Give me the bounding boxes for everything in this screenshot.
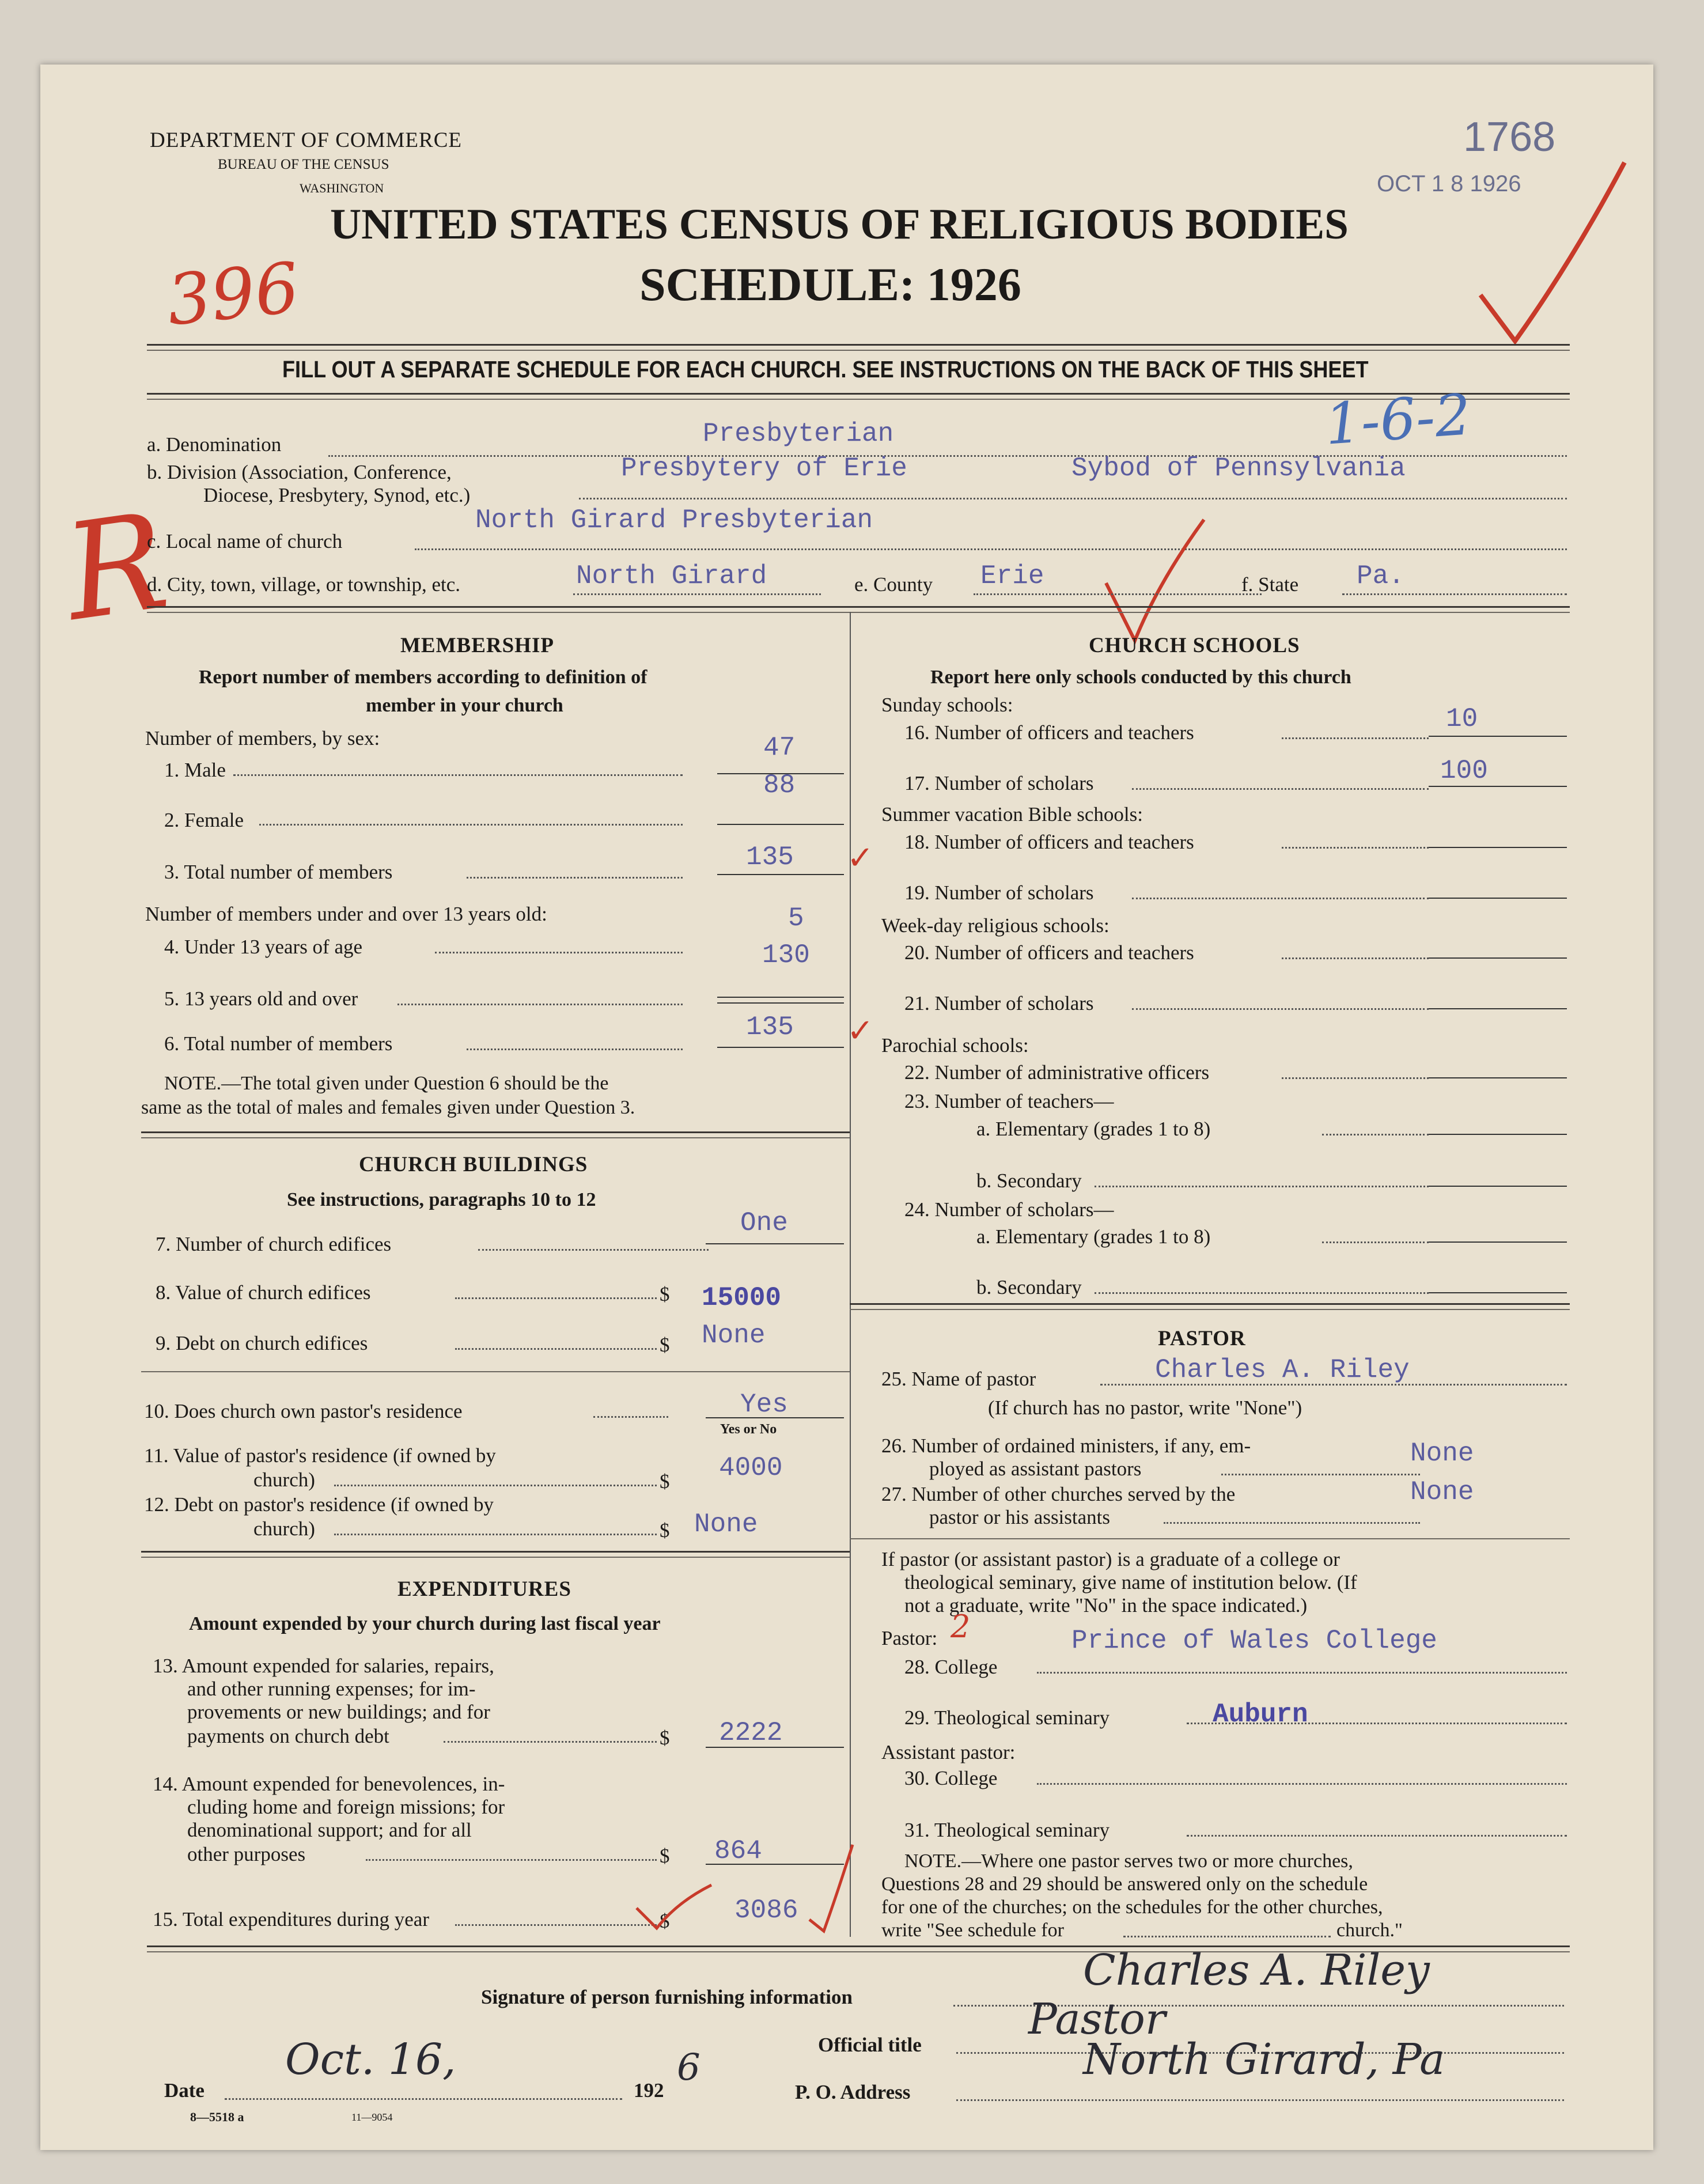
q8-value-label: 8. Value of church edifices [156,1281,371,1304]
q8-dollar-sign: $ [660,1283,670,1305]
date-label: Date [164,2079,205,2102]
q12-dollar-sign: $ [660,1519,670,1542]
q7-edifices-label: 7. Number of church edifices [156,1233,392,1255]
membership-subtitle-1: Report number of members according to definition of [199,667,647,688]
red-tick-q6: ✓ [847,1013,874,1049]
city-value[interactable]: North Girard [576,561,767,591]
q14-label-line3: denominational support; and for all [187,1819,472,1841]
q9-dollar-sign: $ [660,1334,670,1356]
q24a-label: a. Elementary (grades 1 to 8) [976,1225,1211,1248]
stamp-date: OCT 1 8 1926 [1377,171,1521,196]
bureau-heading: BUREAU OF THE CENSUS [218,157,389,172]
q7-edifices-value[interactable]: One [740,1208,788,1238]
q2-female-label: 2. Female [164,809,244,831]
q28-label: 28. College [904,1656,998,1678]
q6-total-value[interactable]: 135 [746,1012,794,1042]
q25-pastor-name-value[interactable]: Charles A. Riley [1155,1355,1410,1385]
q1-male-value[interactable]: 47 [763,733,796,763]
q27-value[interactable]: None [1410,1477,1474,1507]
county-value[interactable]: Erie [980,561,1044,591]
membership-note-2: same as the total of males and females given under Question 3. [141,1097,635,1118]
instruction-banner: FILL OUT A SEPARATE SCHEDULE FOR EACH CHURCH. SEE INSTRUCTIONS ON THE BACK OF THIS SHEET [282,356,1369,383]
buildings-subtitle: See instructions, paragraphs 10 to 12 [287,1189,596,1210]
q26-label-line1: 26. Number of ordained ministers, if any, em- [881,1434,1251,1457]
pastor-heading: PASTOR [1158,1327,1246,1350]
date-year-prefix: 192 [634,2079,664,2102]
q28-college-value[interactable]: Prince of Wales College [1071,1626,1437,1656]
q13-dollar-sign: $ [660,1727,670,1749]
local-name-label: c. Local name of church [147,530,343,552]
q6-total-label: 6. Total number of members [164,1032,393,1055]
q4-under13-value[interactable]: 5 [788,903,804,933]
q11-dollar-sign: $ [660,1470,670,1493]
graduate-instructions-1: If pastor (or assistant pastor) is a graduate of a college or [881,1548,1340,1570]
q14-label-line1: 14. Amount expended for benevolences, in- [153,1773,505,1795]
form-number: 8—5518 a [190,2110,244,2124]
q29-seminary-value[interactable]: Auburn [1213,1699,1308,1729]
q13-label-line4: payments on church debt [187,1725,389,1747]
q2-female-value[interactable]: 88 [763,770,796,800]
q13-amount-value[interactable]: 2222 [719,1718,783,1748]
yes-or-no-caption: Yes or No [720,1422,777,1437]
q17-label: 17. Number of scholars [904,772,1094,794]
q31-label: 31. Theological seminary [904,1819,1110,1841]
q15-total-value[interactable]: 3086 [734,1895,798,1925]
membership-heading: MEMBERSHIP [400,634,554,657]
division-label-line1: b. Division (Association, Conference, [147,461,452,483]
schedule-title: SCHEDULE: 1926 [639,258,1021,311]
q23a-label: a. Elementary (grades 1 to 8) [976,1118,1211,1140]
handwritten-number-396: 396 [163,248,303,342]
membership-subtitle-2: member in your church [366,695,563,716]
state-value[interactable]: Pa. [1357,561,1404,591]
q25-label: 25. Name of pastor [881,1368,1036,1390]
q10-residence-value[interactable]: Yes [740,1390,788,1420]
q27-label-line1: 27. Number of other churches served by the [881,1483,1236,1505]
parochial-schools-label: Parochial schools: [881,1034,1029,1057]
division-value-presbytery[interactable]: Presbytery of Erie [621,453,907,483]
q9-debt-label: 9. Debt on church edifices [156,1332,368,1354]
q8-value-value[interactable]: 15000 [702,1283,782,1313]
pastor-subheading: Pastor: [881,1627,938,1649]
q13-label-line2: and other running expenses; for im- [187,1678,476,1700]
handwritten-r-mark: R [56,485,176,651]
q12-debt-label-line2: church) [253,1517,315,1540]
graduate-instructions-3: not a graduate, write "No" in the space indicated.) [904,1594,1308,1617]
q24-label: 24. Number of scholars— [904,1198,1114,1221]
q24b-label: b. Secondary [976,1276,1082,1299]
assistant-pastor-subheading: Assistant pastor: [881,1741,1016,1763]
q10-residence-label: 10. Does church own pastor's residence [144,1400,463,1422]
department-heading: DEPARTMENT OF COMMERCE [150,128,462,152]
q12-debt-label-line1: 12. Debt on pastor's residence (if owned by [144,1493,494,1516]
county-label: e. County [854,573,933,596]
q23b-label: b. Secondary [976,1169,1082,1192]
q15-dollar-sign: $ [660,1910,670,1932]
date-value[interactable]: Oct. 16, [285,2035,456,2084]
denomination-value[interactable]: Presbyterian [703,419,894,449]
q22-label: 22. Number of administrative officers [904,1061,1210,1084]
q11-value-label-line1: 11. Value of pastor's residence (if owned by [144,1444,496,1467]
q5-over13-value[interactable]: 130 [762,940,810,970]
schools-subtitle: Report here only schools conducted by this church [930,667,1351,688]
q1-male-label: 1. Male [164,759,226,781]
census-schedule-sheet [40,65,1653,2150]
expenditures-subtitle: Amount expended by your church during last fiscal year [189,1613,661,1634]
q15-total-label: 15. Total expenditures during year [153,1908,429,1931]
form-title: UNITED STATES CENSUS OF RELIGIOUS BODIES [330,200,1349,248]
pastor-note-4: write "See schedule for [881,1920,1064,1941]
q17-value[interactable]: 100 [1440,756,1488,786]
q3-total-label: 3. Total number of members [164,861,393,883]
buildings-heading: CHURCH BUILDINGS [359,1153,588,1176]
state-label: f. State [1241,573,1299,596]
weekday-schools-label: Week-day religious schools: [881,914,1110,937]
q21-label: 21. Number of scholars [904,992,1094,1015]
pastor-note-1: NOTE.—Where one pastor serves two or more churches, [904,1850,1353,1872]
q18-label: 18. Number of officers and teachers [904,831,1194,853]
city-label: d. City, town, village, or township, etc. [147,573,461,596]
official-title-label: Official title [818,2034,922,2056]
q4-under13-label: 4. Under 13 years of age [164,936,363,958]
q5-over13-label: 5. 13 years old and over [164,987,358,1010]
members-by-sex-label: Number of members, by sex: [145,727,380,750]
print-number: 11—9054 [351,2111,393,2123]
summer-schools-label: Summer vacation Bible schools: [881,803,1143,826]
signature-label: Signature of person furnishing information [481,1986,853,2008]
city-heading: WASHINGTON [300,181,384,195]
official-title-value[interactable]: Pastor [1028,1994,1166,2044]
q29-label: 29. Theological seminary [904,1706,1110,1729]
q20-label: 20. Number of officers and teachers [904,941,1194,964]
division-value-synod[interactable]: Sybod of Pennsylvania [1071,453,1406,483]
red-check-mark-top [1469,151,1630,370]
red-tick-q3: ✓ [847,841,874,876]
q11-value-label-line2: church) [253,1468,315,1491]
q14-amount-value[interactable]: 864 [714,1836,762,1866]
q14-label-line2: cluding home and foreign missions; for [187,1796,505,1818]
q3-total-value[interactable]: 135 [746,842,794,872]
membership-note-1: NOTE.—The total given under Question 6 should be the [164,1073,609,1094]
stamp-number: 1768 [1463,114,1556,160]
red-check-marks-expenditures [625,1839,855,1943]
sunday-schools-label: Sunday schools: [881,694,1013,716]
handwritten-code: 1-6-2 [1323,382,1473,458]
members-by-age-label: Number of members under and over 13 years old: [145,903,547,925]
q25-note: (If church has no pastor, write "None") [988,1396,1302,1419]
division-label-line2: Diocese, Presbytery, Synod, etc.) [203,484,471,506]
q9-debt-value[interactable]: None [702,1320,766,1350]
q26-label-line2: ployed as assistant pastors [929,1458,1142,1480]
red-mark-pastor: 2 [951,1608,971,1645]
signature-value[interactable]: Charles A. Riley [1083,1945,1430,1995]
q23-label: 23. Number of teachers— [904,1090,1114,1112]
q30-label: 30. College [904,1767,998,1789]
q16-value[interactable]: 10 [1446,704,1478,734]
q16-label: 16. Number of officers and teachers [904,721,1194,744]
q13-label-line3: provements or new buildings; and for [187,1701,490,1723]
q14-label-line4: other purposes [187,1843,306,1865]
q12-debt-value[interactable]: None [694,1509,758,1539]
po-address-label: P. O. Address [795,2081,911,2103]
expenditures-heading: EXPENDITURES [397,1577,571,1601]
q19-label: 19. Number of scholars [904,881,1094,904]
graduate-instructions-2: theological seminary, give name of institution below. (If [904,1571,1357,1593]
pastor-note-5: church." [1336,1920,1403,1941]
q27-label-line2: pastor or his assistants [929,1506,1111,1528]
pastor-note-2: Questions 28 and 29 should be answered only on the schedule [881,1873,1368,1895]
q13-label-line1: 13. Amount expended for salaries, repairs, [153,1655,494,1677]
q11-value-value[interactable]: 4000 [719,1453,783,1483]
denomination-label: a. Denomination [147,433,282,456]
local-name-value[interactable]: North Girard Presbyterian [475,505,873,535]
q26-value[interactable]: None [1410,1439,1474,1468]
po-address-value[interactable]: North Girard, Pa [1083,2035,1445,2084]
date-year-digit[interactable]: 6 [677,2046,700,2089]
pastor-note-3: for one of the churches; on the schedules for the other churches, [881,1897,1383,1918]
schools-heading: CHURCH SCHOOLS [1089,634,1300,657]
q14-dollar-sign: $ [660,1845,670,1867]
